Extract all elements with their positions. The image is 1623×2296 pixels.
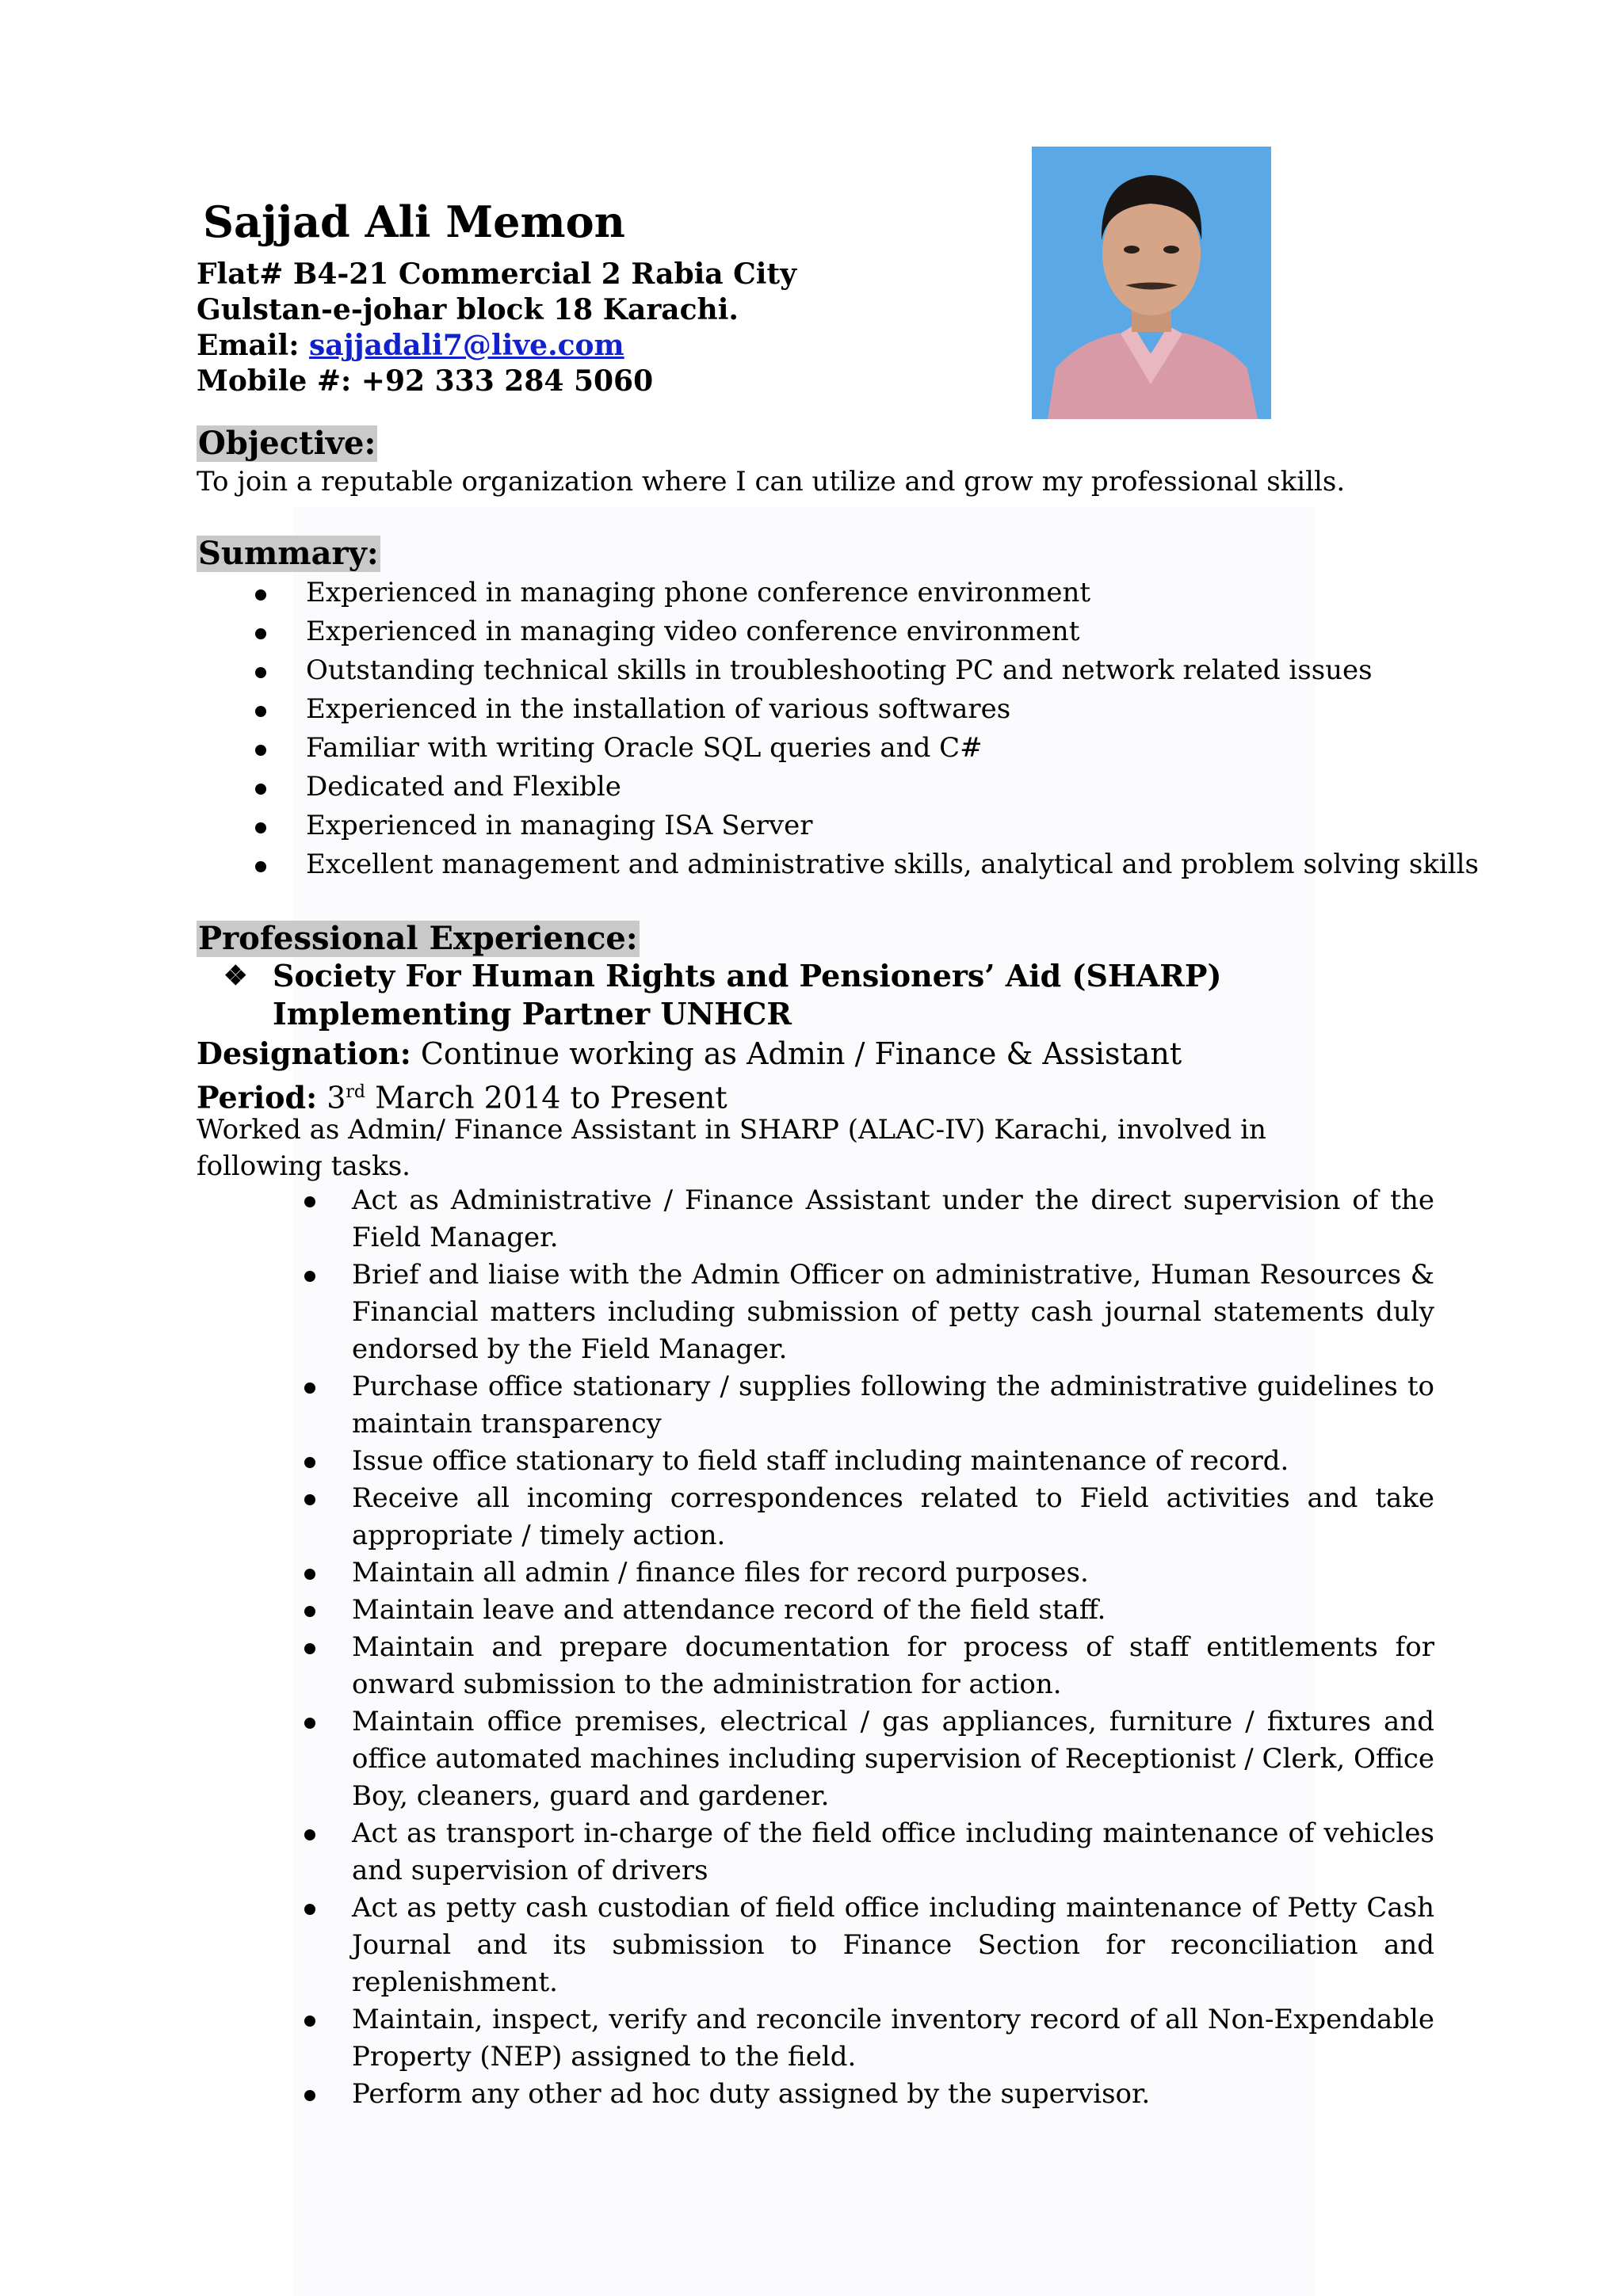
organization-partner: Implementing Partner UNHCR <box>273 996 792 1032</box>
contact-header <box>197 196 796 399</box>
task-item: Maintain, inspect, verify and reconcile inventory record of all Non-Expendable Property (NEP) assigned to the field. <box>300 2001 1434 2076</box>
objective-text: To join a reputable organization where I can utilize and grow my professional skills. <box>197 466 1346 498</box>
task-item: Act as transport in-charge of the field office including maintenance of vehicles and supervision of drivers <box>300 1815 1434 1890</box>
summary-item: Experienced in managing ISA Server <box>252 807 1479 845</box>
address-line-2: Gulstan-e-johar block 18 Karachi. <box>197 293 739 326</box>
period-suffix: rd <box>346 1082 366 1102</box>
candidate-name: Sajjad Ali Memon <box>203 196 625 247</box>
task-item: Maintain leave and attendance record of the field staff. <box>300 1592 1434 1629</box>
summary-item: Dedicated and Flexible <box>252 768 1479 807</box>
period-line <box>197 1074 727 1117</box>
task-item: Issue office stationary to field staff including maintenance of record. <box>300 1443 1434 1480</box>
designation-value: Continue working as Admin / Finance & Assistant <box>411 1036 1182 1071</box>
organization-name: Society For Human Rights and Pensioners’ Aid (SHARP) <box>273 958 1222 994</box>
task-item: Receive all incoming correspondences related to Field activities and take appropriate / timely action. <box>300 1480 1434 1554</box>
address-line-1: Flat# B4-21 Commercial 2 Rabia City <box>197 257 797 291</box>
summary-item: Experienced in the installation of various softwares <box>252 690 1479 729</box>
summary-item: Experienced in managing phone conference environment <box>252 574 1479 612</box>
experience-intro <box>197 1112 1266 1184</box>
email-label: Email: <box>197 329 310 362</box>
experience-intro-line-1: Worked as Admin/ Finance Assistant in SHARP (ALAC-IV) Karachi, involved in <box>197 1114 1266 1146</box>
task-list <box>300 1182 1434 2113</box>
email-line <box>197 328 796 364</box>
period-day: 3 <box>317 1080 346 1116</box>
mobile-line: Mobile #: +92 333 284 5060 <box>197 364 654 398</box>
summary-heading: Summary: <box>198 535 379 572</box>
task-item: Act as petty cash custodian of field office including maintenance of Petty Cash Journal and its submission to Finance Section for reconciliation and replenishment. <box>300 1890 1434 2001</box>
objective-heading: Objective: <box>198 425 376 462</box>
period-rest: March 2014 to Present <box>365 1080 727 1116</box>
organization-block <box>223 957 1221 1033</box>
period-label: Period: <box>197 1079 318 1116</box>
task-item: Brief and liaise with the Admin Officer on administrative, Human Resources & Financial matters including submission of petty cash journal statements duly endorsed by the Field Manager. <box>300 1257 1434 1368</box>
task-item: Maintain office premises, electrical / gas appliances, furniture / fixtures and office automated machines including supervision of Receptionist / Clerk, Office Boy, cleaners, guard and gardener. <box>300 1703 1434 1815</box>
designation-line <box>197 1035 1182 1073</box>
task-item: Purchase office stationary / supplies following the administrative guidelines to maintain transparency <box>300 1368 1434 1443</box>
task-item: Maintain and prepare documentation for process of staff entitlements for onward submission to the administration for action. <box>300 1629 1434 1703</box>
task-item: Maintain all admin / finance files for record purposes. <box>300 1554 1434 1592</box>
summary-list <box>252 574 1479 884</box>
summary-item: Outstanding technical skills in troubleshooting PC and network related issues <box>252 651 1479 690</box>
task-item: Act as Administrative / Finance Assistant under the direct supervision of the Field Manager. <box>300 1182 1434 1257</box>
task-item: Perform any other ad hoc duty assigned by the supervisor. <box>300 2076 1434 2113</box>
profile-photo <box>1032 147 1271 419</box>
summary-item: Experienced in managing video conference environment <box>252 612 1479 651</box>
summary-item: Excellent management and administrative skills, analytical and problem solving skills <box>252 845 1479 884</box>
email-link[interactable]: sajjadali7@live.com <box>309 329 624 362</box>
experience-intro-line-2: following tasks. <box>197 1150 411 1182</box>
profile-photo-illustration <box>1032 147 1271 419</box>
diamond-bullet-icon: ❖ <box>223 960 248 992</box>
experience-heading: Professional Experience: <box>198 920 638 957</box>
designation-label: Designation: <box>197 1035 411 1071</box>
summary-item: Familiar with writing Oracle SQL queries and C# <box>252 729 1479 768</box>
